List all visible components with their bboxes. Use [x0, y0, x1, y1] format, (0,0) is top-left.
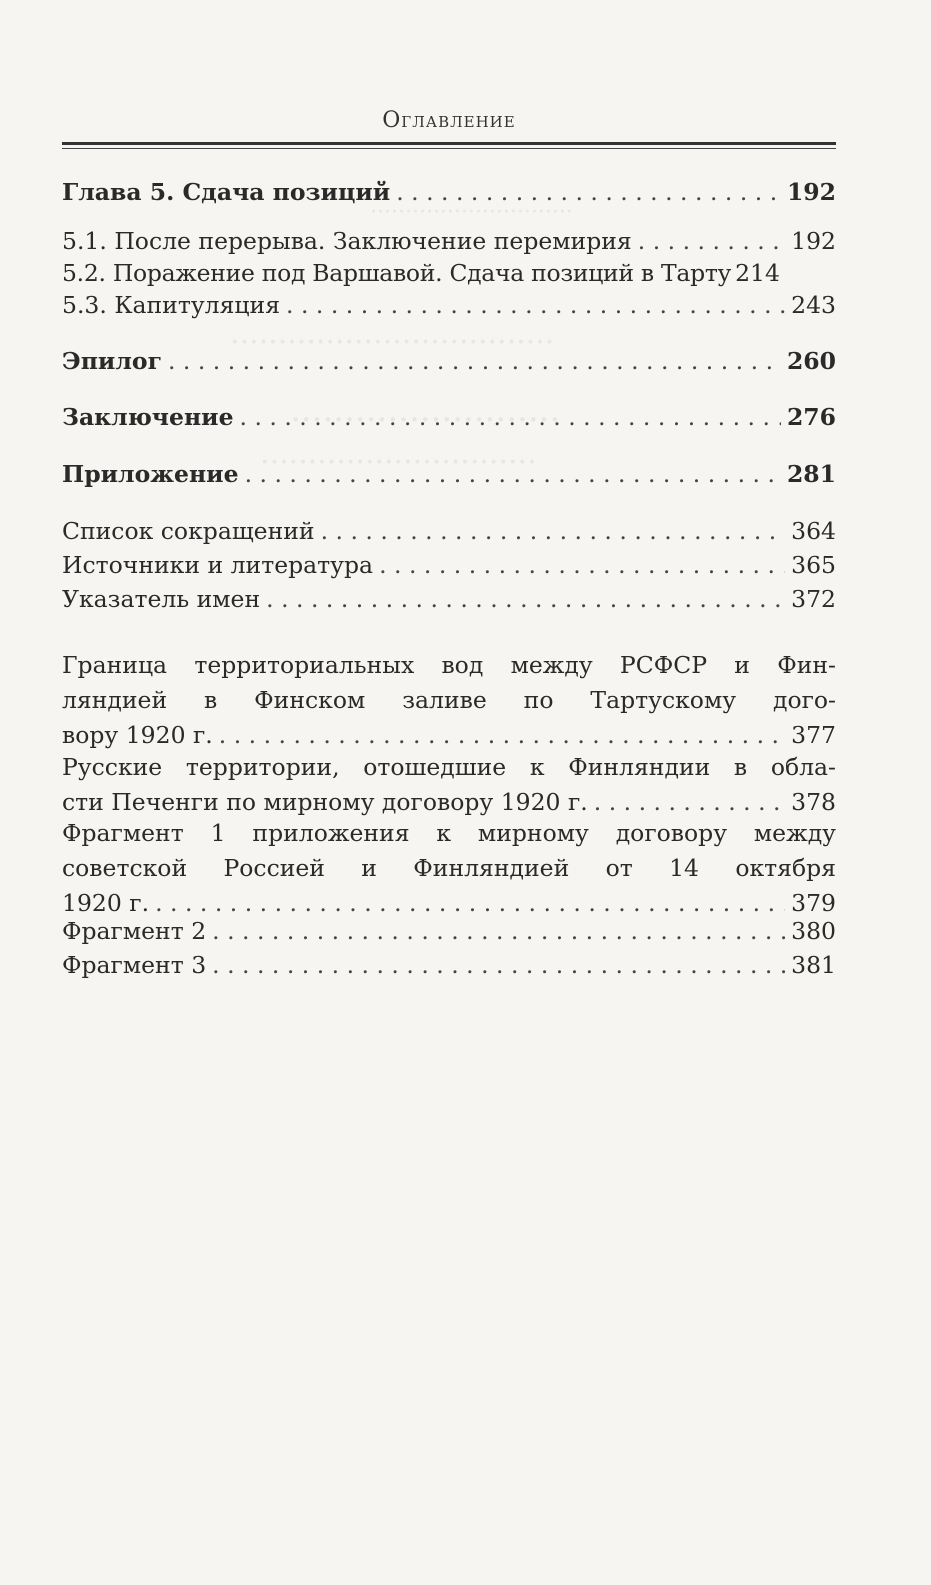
- leader-dots: [212, 948, 785, 983]
- toc-entry-5-3[interactable]: [62, 288, 836, 323]
- toc-entry-epilogue[interactable]: [62, 344, 836, 379]
- toc-entry-title: 1920 г.: [62, 889, 150, 917]
- toc-entry-page: 260: [786, 347, 836, 375]
- toc-entry-page: 372: [791, 585, 836, 613]
- toc-entry-page: 378: [791, 788, 836, 816]
- leader-dots: [286, 288, 785, 323]
- toc-entry-title: Заключение: [62, 403, 234, 431]
- leader-dots: [594, 785, 785, 820]
- toc-entry-map-1[interactable]: [62, 648, 836, 753]
- toc-entry-chapter-5[interactable]: [62, 175, 836, 210]
- toc-entry-title: Список сокращений: [62, 517, 315, 545]
- toc-entry-5-1[interactable]: [62, 224, 836, 259]
- toc-entry-title: Источники и литература: [62, 551, 374, 579]
- toc-entry-title: Глава 5. Сдача позиций: [62, 178, 391, 206]
- toc-entry-title-line: Фрагмент 1 приложения к мирному договору между: [62, 819, 836, 847]
- toc-entry-page: 365: [791, 551, 836, 579]
- toc-entry-page: 281: [786, 460, 836, 488]
- toc-entry-title: 5.3. Капитуляция: [62, 291, 281, 319]
- toc-entry-title-line: ляндией в Финском заливе по Тартускому дого-: [62, 686, 836, 714]
- leader-dots: [240, 400, 781, 435]
- leader-dots: [219, 718, 785, 753]
- leader-dots: [266, 582, 785, 617]
- toc-entry-title: вору 1920 г.: [62, 721, 213, 749]
- leader-dots: [168, 344, 781, 379]
- toc-entry-page: 243: [791, 291, 836, 319]
- toc-entry-page: 192: [791, 227, 836, 255]
- toc-entry-map-3[interactable]: [62, 816, 836, 921]
- toc-entry-name-index[interactable]: [62, 582, 836, 617]
- page-header-title: Оглавление: [382, 108, 516, 133]
- toc-entry-title: Приложение: [62, 460, 239, 488]
- leader-dots: [321, 514, 786, 549]
- toc-entry-title: Эпилог: [62, 347, 162, 375]
- leader-dots: [212, 914, 785, 949]
- toc-entry-sources[interactable]: [62, 548, 836, 583]
- toc-entry-title: Фрагмент 3: [62, 951, 207, 979]
- toc-entry-page: 379: [791, 889, 836, 917]
- toc-entry-fragment-3[interactable]: [62, 948, 836, 983]
- toc-entry-map-2[interactable]: [62, 750, 836, 820]
- toc-entry-title-line: Русские территории, отошедшие к Финляндии в обла-: [62, 753, 836, 781]
- toc-entry-title-line: Граница территориальных вод между РСФСР и Фин-: [62, 651, 836, 679]
- toc-entry-title: сти Печенги по мирному договору 1920 г.: [62, 788, 588, 816]
- leader-dots: [245, 457, 781, 492]
- toc-entry-title: Фрагмент 2: [62, 917, 207, 945]
- toc-entry-title: 5.1. После перерыва. Заключение перемирия: [62, 227, 632, 255]
- toc-entry-page: 380: [791, 917, 836, 945]
- toc-entry-page: 192: [786, 178, 836, 206]
- toc-entry-title: Указатель имен: [62, 585, 261, 613]
- toc-entry-abbreviations[interactable]: [62, 514, 836, 549]
- toc-entry-title: 5.2. Поражение под Варшавой. Сдача позиций в Тарту: [62, 259, 732, 287]
- toc-entry-page: 377: [791, 721, 836, 749]
- toc-entry-conclusion[interactable]: [62, 400, 836, 435]
- toc-entry-5-2[interactable]: [62, 256, 836, 291]
- header-rule-thin: [62, 148, 836, 149]
- toc-entry-page: 276: [786, 403, 836, 431]
- toc-entry-title-line: советской Россией и Финляндией от 14 октября: [62, 854, 836, 882]
- toc-entry-fragment-2[interactable]: [62, 914, 836, 949]
- leader-dots: [638, 224, 785, 259]
- toc-entry-page: 214: [735, 259, 780, 287]
- toc-entry-appendix[interactable]: [62, 457, 836, 492]
- bleed-through-text: ····························· ·································· ························· ·····························: [230, 200, 573, 480]
- toc-entry-page: 364: [791, 517, 836, 545]
- header-rule-thick: [62, 142, 836, 145]
- leader-dots: [379, 548, 785, 583]
- toc-entry-page: 381: [791, 951, 836, 979]
- leader-dots: [396, 175, 781, 210]
